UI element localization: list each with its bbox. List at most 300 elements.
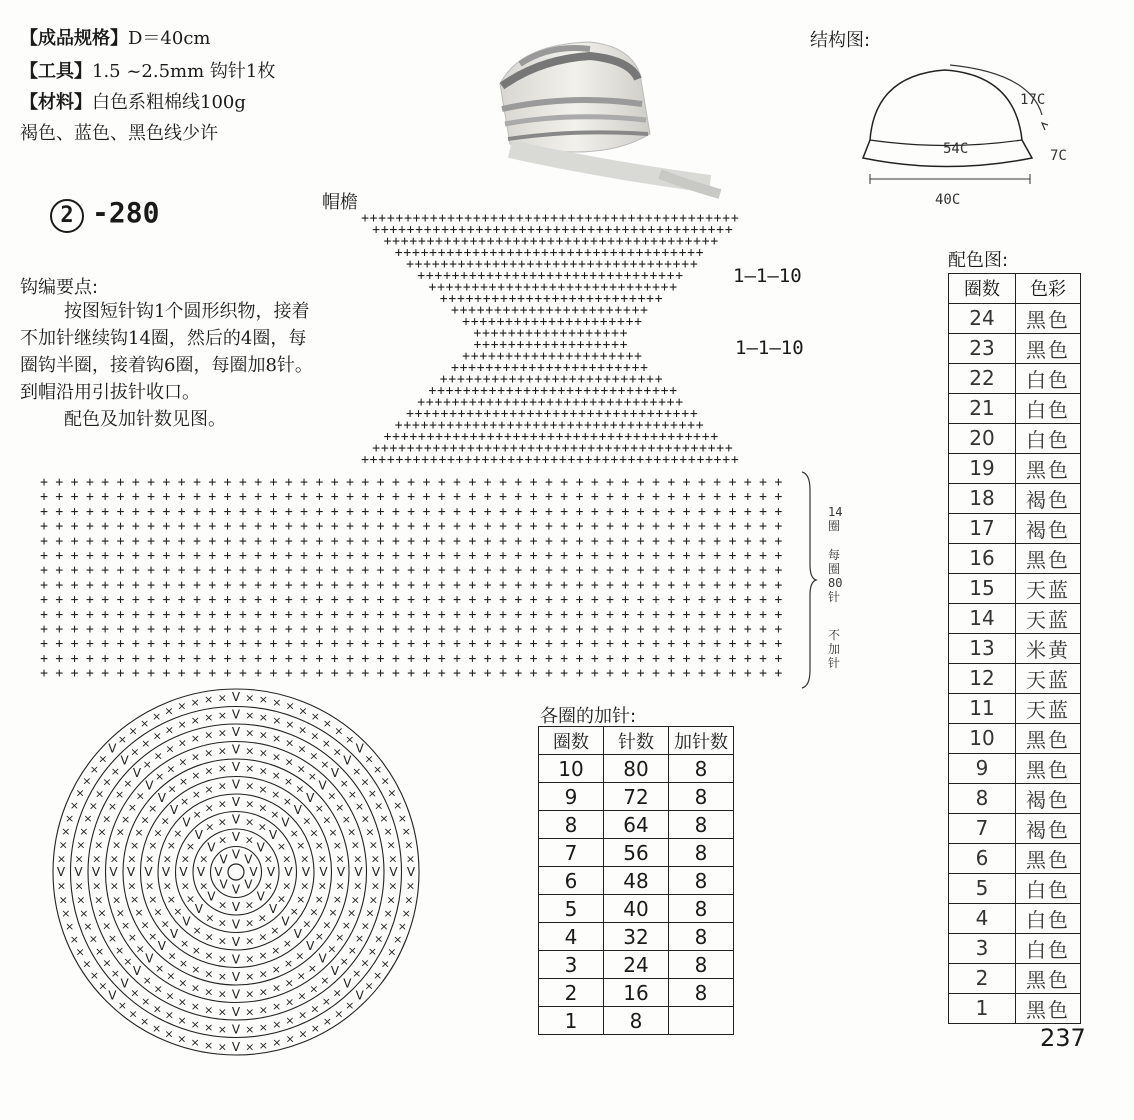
svg-text:×: ×	[360, 956, 370, 970]
svg-text:+: +	[407, 607, 416, 623]
svg-text:+: +	[409, 429, 418, 445]
svg-text:+: +	[376, 533, 385, 549]
svg-text:+: +	[713, 548, 722, 564]
svg-text:×: ×	[346, 825, 357, 839]
svg-text:+: +	[147, 607, 156, 623]
svg-text:+: +	[447, 452, 455, 468]
svg-text:+: +	[70, 666, 79, 682]
svg-text:+: +	[560, 592, 569, 608]
svg-text:+: +	[488, 383, 497, 399]
svg-text:+: +	[483, 257, 492, 272]
svg-text:+: +	[223, 548, 232, 564]
svg-text:+: +	[568, 372, 577, 387]
svg-text:+: +	[569, 406, 578, 422]
svg-text:+: +	[55, 475, 64, 490]
svg-text:+: +	[40, 592, 48, 608]
svg-text:+: +	[147, 504, 156, 520]
svg-text:+: +	[575, 622, 584, 637]
svg-text:×: ×	[302, 814, 312, 828]
svg-text:+: +	[452, 234, 461, 249]
svg-text:+: +	[55, 592, 64, 608]
svg-text:+: +	[563, 268, 572, 284]
svg-text:+: +	[499, 607, 507, 623]
svg-text:+: +	[673, 222, 682, 238]
svg-text:×: ×	[89, 763, 100, 777]
svg-text:+: +	[682, 622, 691, 637]
svg-text:+: +	[621, 257, 629, 272]
svg-text:+: +	[208, 622, 217, 637]
svg-text:+: +	[632, 429, 641, 445]
svg-text:V: V	[179, 865, 188, 879]
svg-text:+: +	[85, 475, 94, 490]
svg-text:+: +	[511, 360, 520, 376]
svg-text:×: ×	[258, 1003, 268, 1017]
svg-text:+: +	[147, 563, 156, 579]
svg-text:×: ×	[271, 963, 281, 976]
svg-text:+: +	[101, 577, 110, 593]
svg-text:+: +	[638, 406, 647, 422]
svg-text:+: +	[481, 211, 490, 226]
svg-text:+: +	[621, 666, 630, 682]
svg-text:×: ×	[245, 970, 255, 984]
svg-text:×: ×	[74, 879, 84, 893]
svg-text:+: +	[40, 489, 48, 505]
svg-text:×: ×	[258, 764, 268, 778]
svg-text:+: +	[697, 607, 706, 623]
svg-text:×: ×	[270, 807, 280, 821]
svg-text:×: ×	[367, 787, 378, 801]
svg-text:+: +	[489, 245, 498, 261]
svg-text:+: +	[566, 418, 575, 433]
svg-text:+: +	[646, 406, 655, 422]
svg-text:+: +	[503, 429, 512, 445]
svg-text:×: ×	[123, 954, 133, 968]
svg-text:+: +	[284, 489, 293, 505]
svg-text:+: +	[575, 651, 584, 667]
svg-text:+: +	[514, 280, 523, 295]
svg-text:+: +	[536, 360, 545, 376]
svg-text:+: +	[728, 592, 737, 608]
svg-text:×: ×	[314, 929, 324, 943]
svg-text:+: +	[589, 234, 598, 249]
svg-text:+: +	[453, 489, 462, 505]
svg-text:×: ×	[217, 726, 227, 740]
svg-text:×: ×	[107, 932, 118, 945]
svg-text:+: +	[565, 314, 574, 330]
svg-text:+: +	[774, 636, 783, 652]
svg-text:+: +	[667, 533, 676, 549]
svg-text:×: ×	[92, 852, 102, 866]
svg-text:+: +	[376, 577, 385, 593]
svg-text:+: +	[619, 337, 628, 353]
svg-text:+: +	[656, 222, 664, 238]
svg-text:+: +	[759, 489, 768, 505]
svg-text:+: +	[652, 636, 660, 652]
svg-text:+: +	[460, 395, 469, 410]
svg-text:+: +	[652, 418, 661, 433]
svg-text:+: +	[528, 360, 537, 376]
svg-text:×: ×	[245, 1005, 255, 1019]
svg-text:+: +	[560, 548, 569, 564]
svg-text:+: +	[637, 291, 646, 307]
svg-text:+: +	[70, 475, 79, 490]
svg-text:×: ×	[365, 825, 375, 839]
svg-text:+: +	[673, 441, 682, 456]
svg-text:+: +	[450, 360, 459, 376]
svg-text:×: ×	[380, 957, 390, 971]
svg-text:×: ×	[76, 838, 86, 852]
svg-text:+: +	[453, 636, 462, 652]
svg-text:×: ×	[203, 693, 214, 707]
svg-text:×: ×	[217, 1040, 227, 1054]
svg-text:×: ×	[166, 839, 176, 853]
svg-text:+: +	[346, 563, 354, 579]
svg-text:×: ×	[245, 1040, 255, 1054]
svg-text:+: +	[516, 326, 525, 341]
svg-text:+: +	[70, 504, 79, 520]
svg-text:+: +	[376, 519, 385, 535]
svg-text:×: ×	[178, 775, 189, 789]
svg-text:+: +	[604, 222, 613, 238]
svg-text:V: V	[266, 865, 276, 879]
svg-text:×: ×	[173, 904, 183, 918]
svg-text:+: +	[429, 211, 438, 226]
svg-text:+: +	[626, 245, 635, 261]
svg-text:+: +	[640, 268, 649, 284]
svg-text:V: V	[244, 852, 253, 867]
svg-text:+: +	[376, 636, 385, 652]
table-row: 20 白色	[949, 423, 1081, 453]
svg-text:+: +	[269, 577, 278, 593]
svg-text:×: ×	[258, 1038, 269, 1052]
svg-text:+: +	[607, 234, 616, 249]
svg-text:+: +	[417, 234, 426, 249]
svg-text:+: +	[517, 291, 526, 307]
svg-text:+: +	[238, 577, 247, 593]
svg-text:+: +	[406, 222, 415, 238]
svg-text:+: +	[577, 372, 586, 387]
svg-text:+: +	[223, 636, 232, 652]
svg-text:+: +	[658, 234, 667, 249]
svg-text:+: +	[131, 622, 140, 637]
svg-text:+: +	[743, 475, 752, 490]
svg-text:+: +	[437, 418, 446, 433]
svg-text:+: +	[491, 372, 500, 387]
svg-text:×: ×	[180, 879, 190, 893]
svg-text:×: ×	[217, 691, 227, 705]
svg-text:+: +	[540, 383, 549, 399]
increase-table-header	[539, 727, 734, 755]
svg-text:×: ×	[102, 956, 112, 970]
svg-text:×: ×	[397, 811, 408, 825]
svg-text:V: V	[306, 790, 315, 805]
svg-text:×: ×	[245, 797, 255, 811]
svg-text:×: ×	[258, 985, 268, 999]
svg-text:+: +	[451, 268, 460, 284]
svg-text:+: +	[509, 257, 518, 272]
svg-text:+: +	[499, 519, 507, 535]
svg-text:V: V	[194, 827, 204, 842]
svg-text:+: +	[474, 372, 483, 387]
svg-text:+: +	[300, 607, 309, 623]
svg-text:+: +	[535, 441, 544, 456]
svg-text:+: +	[759, 622, 768, 637]
svg-text:+: +	[193, 607, 201, 623]
svg-text:+: +	[505, 349, 514, 364]
svg-text:+: +	[699, 441, 707, 456]
svg-text:V: V	[355, 988, 364, 1003]
svg-text:+: +	[479, 349, 488, 364]
svg-text:+: +	[391, 504, 400, 520]
svg-text:+: +	[315, 622, 324, 637]
svg-text:×: ×	[204, 746, 214, 760]
svg-text:+: +	[380, 222, 389, 238]
svg-text:+: +	[284, 622, 293, 637]
svg-text:+: +	[636, 519, 645, 535]
svg-text:+: +	[284, 607, 293, 623]
svg-text:×: ×	[314, 893, 324, 906]
color-table	[948, 273, 1081, 1024]
svg-text:+: +	[238, 666, 247, 682]
svg-text:+: +	[613, 222, 621, 238]
svg-text:+: +	[238, 533, 247, 549]
svg-text:+: +	[603, 257, 612, 272]
svg-text:+: +	[315, 533, 324, 549]
svg-text:+: +	[500, 406, 509, 422]
svg-text:+: +	[503, 395, 512, 410]
svg-text:+: +	[254, 592, 263, 608]
svg-text:+: +	[223, 607, 232, 623]
svg-text:V: V	[126, 865, 136, 879]
svg-text:V: V	[231, 882, 241, 897]
svg-text:+: +	[254, 666, 263, 682]
svg-text:+: +	[634, 349, 643, 364]
svg-text:+: +	[464, 211, 473, 226]
svg-text:+: +	[483, 563, 492, 579]
svg-text:+: +	[551, 372, 560, 387]
svg-text:+: +	[743, 636, 752, 652]
svg-text:V: V	[231, 970, 241, 984]
svg-text:+: +	[497, 418, 506, 433]
svg-text:+: +	[531, 280, 540, 295]
svg-text:×: ×	[283, 956, 294, 970]
svg-text:+: +	[572, 268, 580, 284]
svg-text:+: +	[462, 383, 471, 399]
svg-text:+: +	[238, 548, 247, 564]
svg-text:V: V	[268, 902, 278, 917]
svg-text:×: ×	[245, 1022, 255, 1036]
svg-text:+: +	[643, 383, 652, 399]
svg-text:+: +	[407, 519, 416, 535]
svg-text:+: +	[563, 395, 572, 410]
svg-text:×: ×	[82, 774, 92, 788]
svg-text:+: +	[670, 211, 679, 226]
notes-line: 配色及加针数见图。	[64, 409, 226, 430]
svg-text:+: +	[687, 211, 696, 226]
svg-text:+: +	[682, 592, 691, 608]
brim-label: 帽檐	[322, 192, 358, 213]
svg-text:+: +	[662, 211, 670, 226]
svg-text:+: +	[523, 245, 532, 261]
svg-text:+: +	[621, 563, 630, 579]
svg-text:+: +	[315, 592, 324, 608]
svg-text:+: +	[774, 504, 783, 520]
svg-text:×: ×	[135, 942, 145, 956]
svg-text:+: +	[490, 452, 498, 468]
svg-text:+: +	[453, 519, 462, 535]
svg-text:+: +	[699, 222, 707, 238]
svg-text:×: ×	[367, 944, 378, 958]
svg-text:+: +	[131, 651, 140, 667]
side-note-rows: 14圈	[828, 505, 843, 533]
svg-text:×: ×	[245, 744, 255, 758]
svg-text:+: +	[560, 577, 569, 593]
svg-text:×: ×	[386, 838, 396, 852]
svg-text:+: +	[521, 429, 530, 445]
svg-text:+: +	[486, 268, 494, 284]
svg-text:×: ×	[271, 944, 281, 957]
svg-text:+: +	[490, 326, 499, 341]
svg-text:+: +	[269, 548, 278, 564]
svg-text:+: +	[514, 519, 523, 535]
svg-text:+: +	[616, 349, 625, 364]
svg-text:+: +	[423, 441, 432, 456]
svg-text:+: +	[330, 577, 339, 593]
svg-text:V: V	[231, 812, 241, 827]
svg-text:×: ×	[372, 968, 383, 982]
svg-text:+: +	[636, 592, 645, 608]
svg-text:V: V	[231, 690, 241, 704]
svg-text:+: +	[542, 326, 551, 341]
svg-text:+: +	[389, 222, 398, 238]
svg-text:×: ×	[127, 800, 137, 814]
svg-text:+: +	[573, 314, 582, 330]
svg-text:+: +	[597, 395, 606, 410]
svg-text:V: V	[231, 707, 241, 722]
pattern-circle: 2	[50, 199, 84, 233]
svg-text:+: +	[560, 257, 569, 272]
svg-text:×: ×	[388, 879, 398, 893]
svg-text:+: +	[448, 291, 457, 307]
svg-text:+: +	[407, 577, 416, 593]
svg-text:+: +	[389, 441, 398, 456]
svg-text:+: +	[759, 504, 768, 520]
svg-text:+: +	[208, 563, 217, 579]
svg-text:×: ×	[203, 1038, 214, 1052]
svg-text:+: +	[403, 245, 412, 261]
svg-text:+: +	[508, 291, 517, 307]
svg-text:V: V	[157, 790, 166, 805]
svg-text:+: +	[682, 475, 691, 490]
svg-text:+: +	[722, 452, 731, 468]
svg-text:×: ×	[284, 736, 295, 750]
svg-text:+: +	[429, 418, 438, 433]
svg-text:+: +	[578, 441, 587, 456]
svg-text:+: +	[101, 548, 110, 564]
svg-text:+: +	[588, 303, 597, 318]
svg-text:×: ×	[94, 893, 104, 907]
svg-text:+: +	[454, 418, 463, 433]
svg-text:+: +	[605, 303, 614, 318]
svg-text:×: ×	[102, 812, 112, 826]
svg-text:×: ×	[314, 839, 324, 852]
svg-text:+: +	[743, 563, 752, 579]
svg-text:+: +	[743, 622, 752, 637]
svg-text:+: +	[395, 452, 404, 468]
svg-text:×: ×	[148, 893, 158, 906]
svg-text:+: +	[407, 489, 416, 505]
svg-text:+: +	[428, 280, 437, 295]
svg-text:+: +	[658, 395, 666, 410]
svg-text:+: +	[482, 291, 491, 307]
svg-text:+: +	[652, 548, 660, 564]
svg-text:+: +	[508, 372, 517, 387]
svg-text:+: +	[223, 489, 232, 505]
svg-text:+: +	[477, 268, 486, 284]
svg-text:+: +	[574, 383, 583, 399]
svg-text:+: +	[544, 222, 553, 238]
svg-text:+: +	[497, 245, 506, 261]
svg-text:×: ×	[298, 1027, 308, 1041]
svg-text:+: +	[652, 383, 660, 399]
svg-text:+: +	[376, 504, 385, 520]
svg-text:+: +	[269, 489, 278, 505]
svg-text:+: +	[468, 607, 477, 623]
svg-text:×: ×	[297, 989, 307, 1003]
svg-text:+: +	[529, 607, 538, 623]
svg-text:+: +	[437, 489, 446, 505]
svg-text:×: ×	[258, 930, 268, 944]
svg-text:+: +	[667, 504, 676, 520]
svg-text:×: ×	[350, 838, 361, 852]
svg-text:+: +	[254, 475, 263, 490]
svg-text:×: ×	[335, 800, 345, 814]
svg-text:+: +	[646, 372, 655, 387]
svg-text:+: +	[330, 563, 339, 579]
svg-text:+: +	[517, 406, 526, 422]
svg-text:+: +	[476, 360, 485, 376]
svg-text:+: +	[434, 268, 443, 284]
svg-text:×: ×	[217, 833, 228, 847]
svg-text:+: +	[486, 234, 495, 249]
svg-text:+: +	[391, 548, 400, 564]
svg-text:+: +	[443, 268, 451, 284]
svg-text:+: +	[116, 533, 125, 549]
svg-text:×: ×	[97, 825, 107, 839]
svg-text:+: +	[759, 475, 768, 490]
svg-text:×: ×	[217, 952, 227, 966]
svg-text:+: +	[611, 372, 620, 387]
svg-text:+: +	[453, 622, 462, 637]
svg-text:+: +	[70, 651, 79, 667]
svg-text:+: +	[602, 337, 611, 353]
svg-text:+: +	[422, 651, 431, 667]
svg-text:+: +	[560, 636, 569, 652]
svg-text:×: ×	[94, 838, 104, 852]
svg-text:+: +	[254, 577, 263, 593]
svg-text:×: ×	[339, 777, 349, 791]
svg-text:V: V	[144, 865, 153, 879]
svg-text:+: +	[482, 337, 490, 353]
svg-text:+: +	[728, 607, 737, 623]
svg-text:+: +	[516, 337, 525, 353]
svg-text:+: +	[376, 489, 385, 505]
svg-text:+: +	[472, 245, 481, 261]
svg-text:+: +	[499, 666, 507, 682]
svg-text:V: V	[306, 939, 315, 954]
svg-text:+: +	[269, 533, 278, 549]
svg-text:+: +	[420, 245, 429, 261]
